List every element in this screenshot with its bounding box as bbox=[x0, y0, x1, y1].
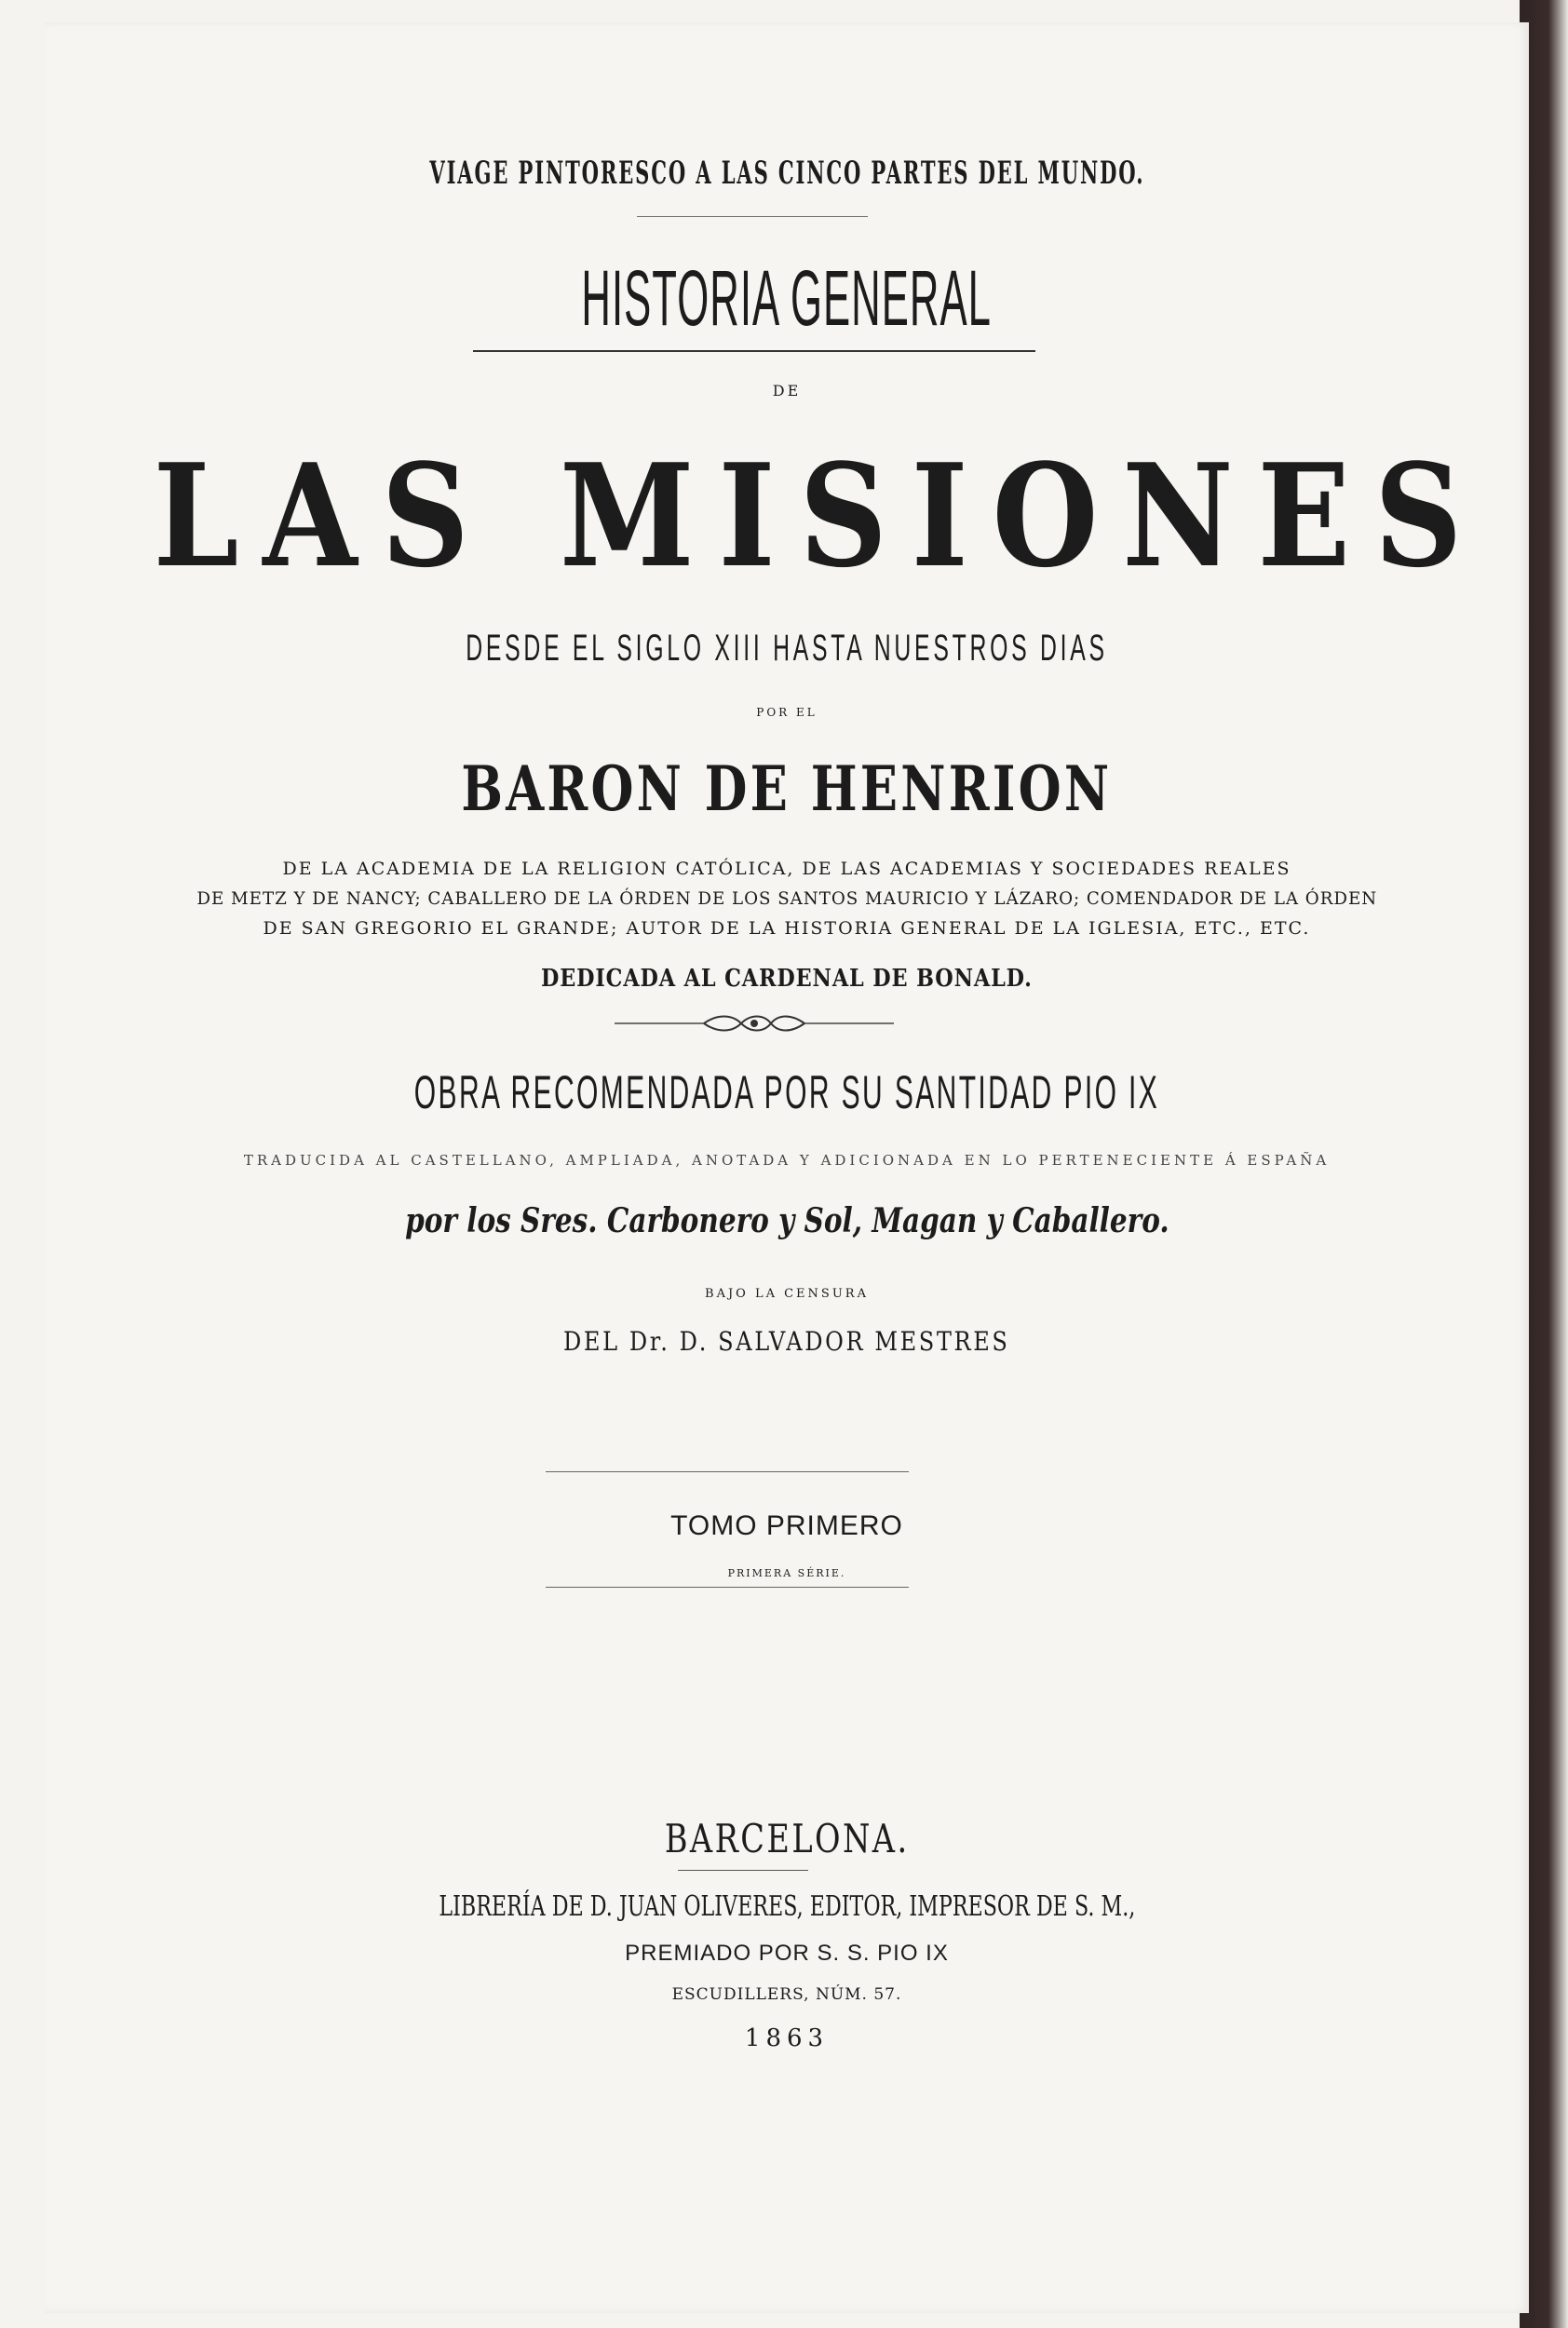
series-row bbox=[45, 1563, 1529, 1580]
city: BARCELONA. bbox=[664, 1816, 910, 1861]
credentials-line-2 bbox=[45, 888, 1529, 909]
credentials-text-1: DE LA ACADEMIA DE LA RELIGION CATÓLICA, DE LAS ACADEMIAS Y SOCIEDADES REALES bbox=[282, 859, 1291, 879]
title-main: LAS MISIONES bbox=[153, 432, 1487, 599]
volume-box-bottom bbox=[546, 1587, 909, 1588]
city-row bbox=[45, 1816, 1529, 1861]
title-page bbox=[45, 22, 1529, 2313]
translators-row bbox=[45, 1201, 1529, 1240]
volume-box-top bbox=[546, 1471, 909, 1472]
divider-top bbox=[637, 216, 868, 217]
volume-row bbox=[45, 1510, 1529, 1542]
award-row bbox=[45, 1941, 1529, 1967]
credentials-text-2: DE METZ Y DE NANCY; CABALLERO DE LA ÓRDEN DE LOS SANTOS MAURICIO Y LÁZARO; COMENDADOR DE LA ÓRDEN bbox=[196, 888, 1377, 909]
publisher: LIBRERÍA DE D. JUAN OLIVERES, EDITOR, IMPRESOR DE S. M., bbox=[439, 1890, 1135, 1923]
address: ESCUDILLERS, NÚM. 57. bbox=[671, 1985, 902, 2004]
author-name: BARON DE HENRION bbox=[461, 752, 1113, 825]
dedication-row bbox=[45, 965, 1529, 993]
title-underline bbox=[473, 350, 1035, 352]
series-title: VIAGE PINTORESCO A LAS CINCO PARTES DEL MUNDO. bbox=[428, 155, 1145, 192]
recommendation-row bbox=[45, 1065, 1529, 1119]
series-title-line bbox=[45, 155, 1529, 192]
censor-row bbox=[45, 1326, 1529, 1357]
title-main-row bbox=[45, 432, 1529, 599]
censorship-label: BAJO LA CENSURA bbox=[705, 1287, 869, 1301]
series-label: PRIMERA SÉRIE. bbox=[727, 1567, 846, 1579]
credentials-text-3: DE SAN GREGORIO EL GRANDE; AUTOR DE LA HISTORIA GENERAL DE LA IGLESIA, ETC., ETC. bbox=[263, 918, 1311, 939]
award: PREMIADO POR S. S. PIO IX bbox=[625, 1941, 949, 1966]
translation-row bbox=[45, 1151, 1529, 1169]
censorship-label-row bbox=[45, 1283, 1529, 1301]
title-line1-row bbox=[45, 253, 1529, 344]
por-el: POR EL bbox=[756, 706, 818, 719]
translation-note: TRADUCIDA AL CASTELLANO, AMPLIADA, ANOTADA Y ADICIONADA EN LO PERTENECIENTE Á ESPAÑA bbox=[243, 1152, 1331, 1169]
title-de: DE bbox=[772, 382, 802, 399]
publisher-row bbox=[45, 1890, 1529, 1923]
translators: por los Sres. Carbonero y Sol, Magan y Caballero. bbox=[404, 1201, 1169, 1240]
year-row bbox=[45, 2024, 1529, 2052]
subtitle: DESDE EL SIGLO XIII HASTA NUESTROS DIAS bbox=[466, 628, 1108, 669]
year: 1863 bbox=[744, 2024, 830, 2052]
credentials-line-1 bbox=[45, 859, 1529, 879]
author-row bbox=[45, 752, 1529, 825]
title-de-row bbox=[45, 382, 1529, 399]
title-line1: HISTORIA GENERAL bbox=[581, 254, 993, 342]
volume: TOMO PRIMERO bbox=[670, 1510, 903, 1541]
censor: DEL Dr. D. SALVADOR MESTRES bbox=[563, 1326, 1010, 1357]
credentials-line-3 bbox=[45, 918, 1529, 939]
address-row bbox=[45, 1985, 1529, 2004]
city-underline bbox=[678, 1870, 808, 1871]
por-el-row bbox=[45, 702, 1529, 720]
recommendation: OBRA RECOMENDADA POR SU SANTIDAD PIO IX bbox=[413, 1066, 1160, 1118]
subtitle-row bbox=[45, 628, 1529, 670]
dedication: DEDICADA AL CARDENAL DE BONALD. bbox=[541, 965, 1033, 993]
ornament-divider bbox=[615, 1009, 894, 1037]
